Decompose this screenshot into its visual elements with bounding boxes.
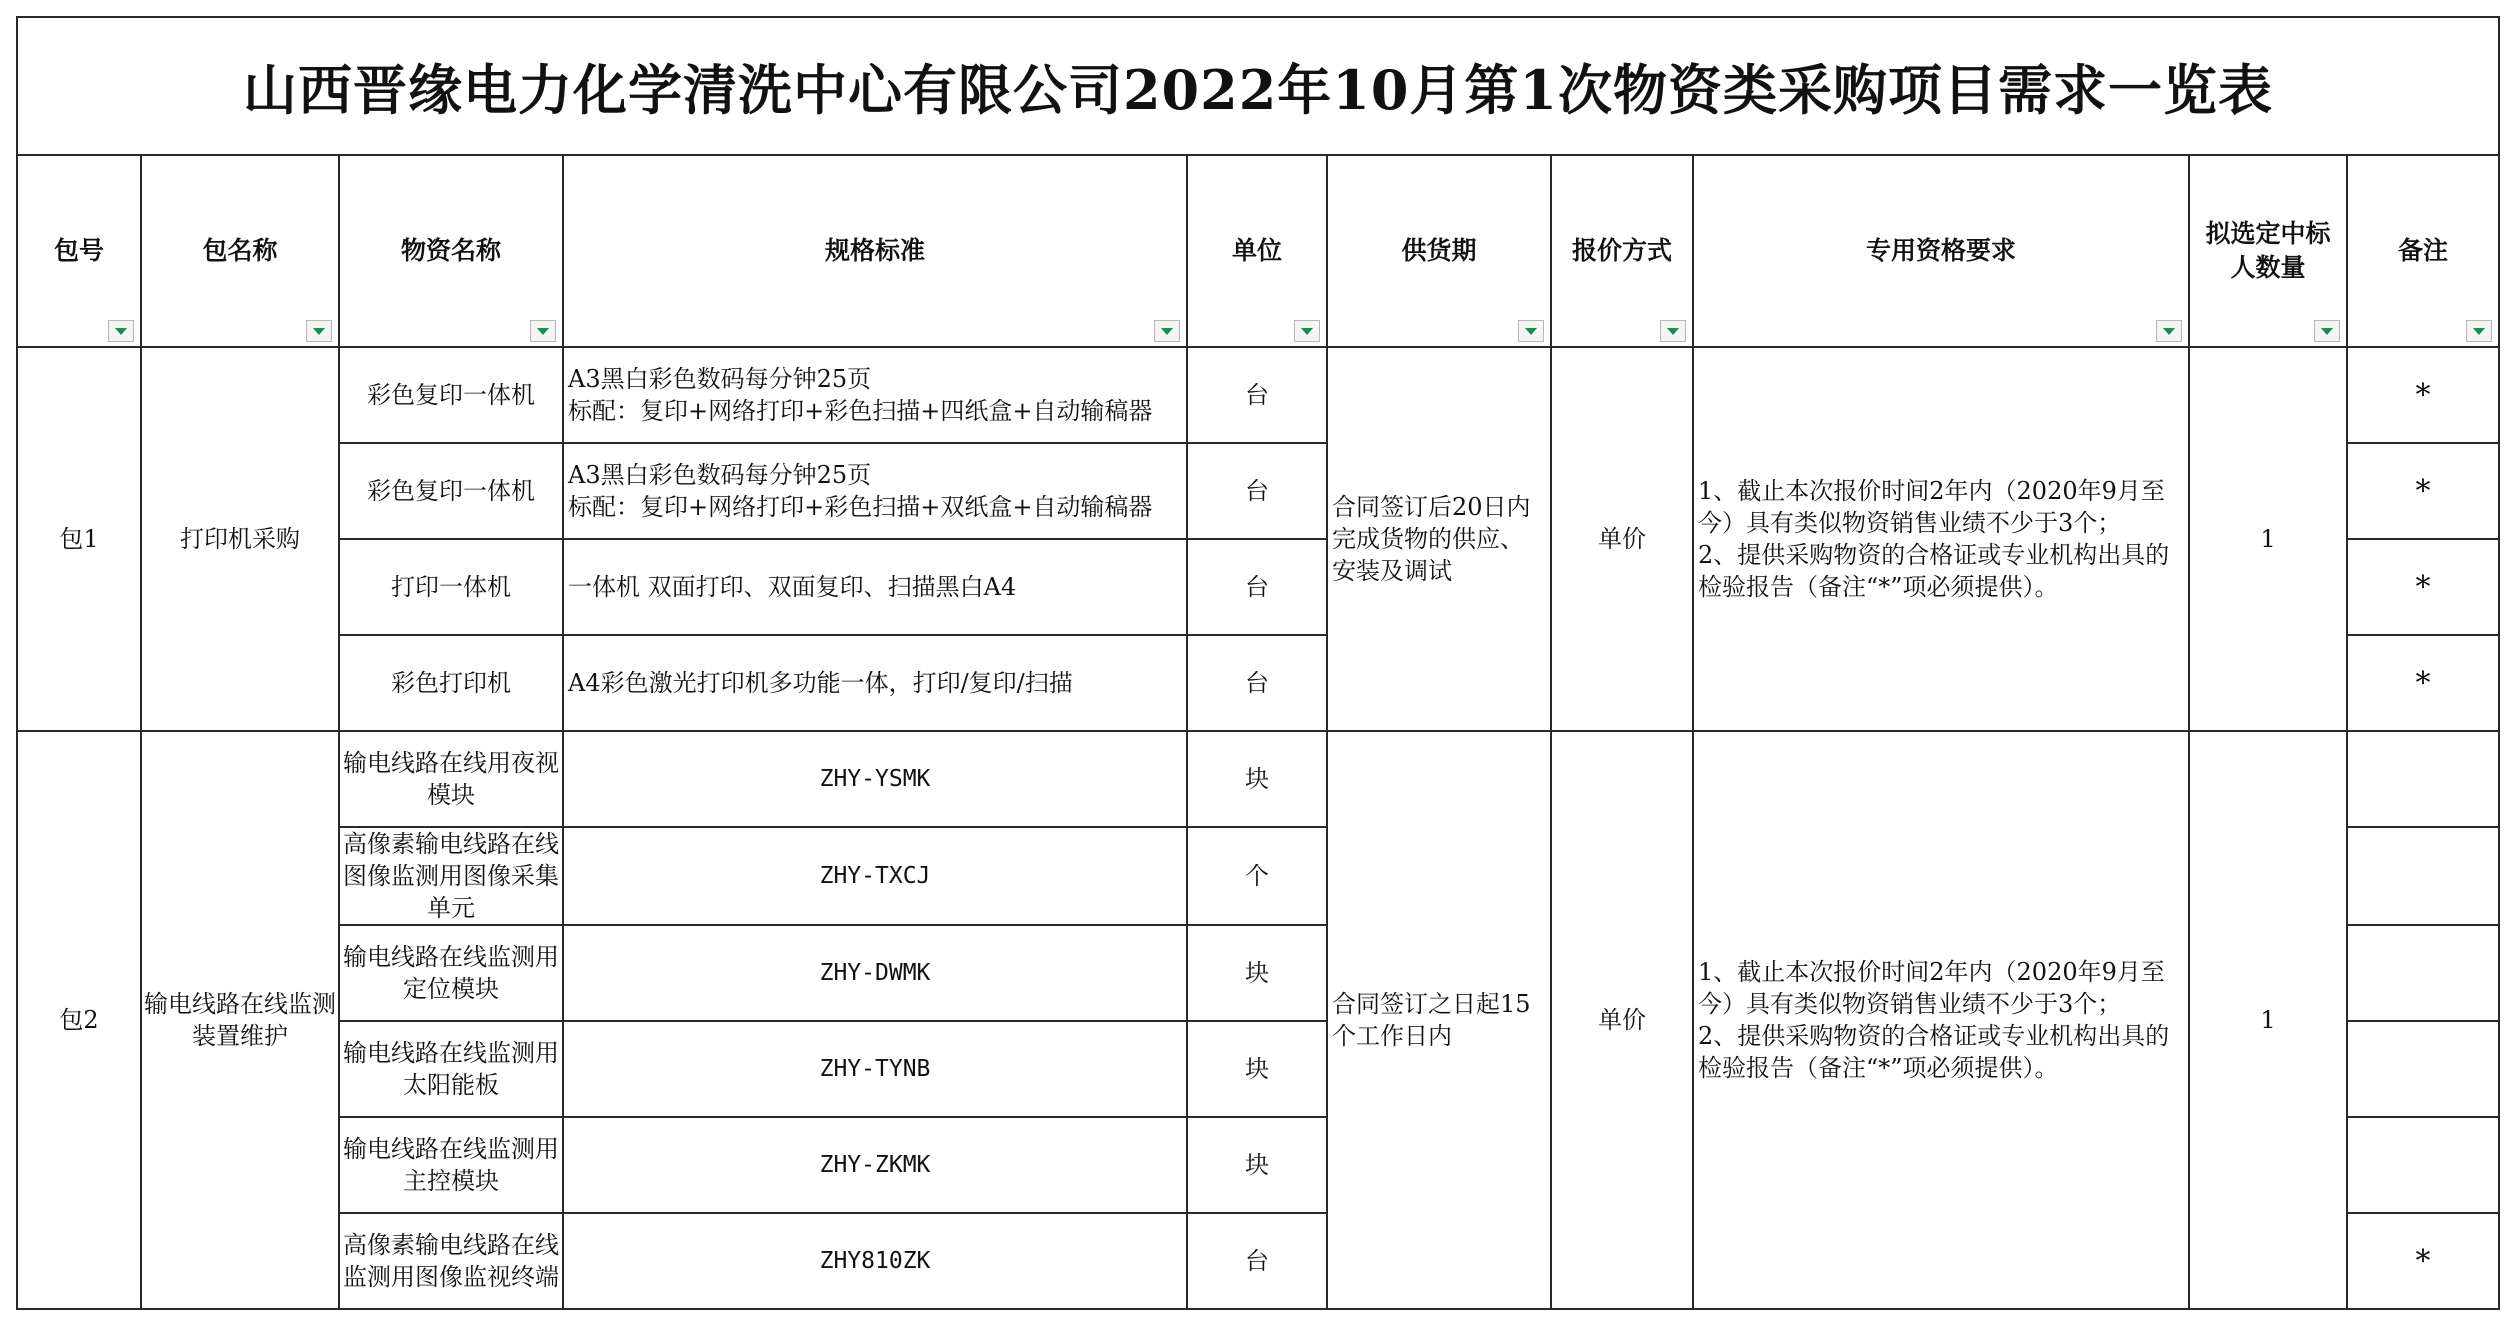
filter-dropdown-icon[interactable] <box>2466 320 2492 342</box>
delivery-period: 合同签订后20日内完成货物的供应、安装及调试 <box>1327 347 1551 731</box>
item-name: 高像素输电线路在线图像监测用图像采集单元 <box>339 827 563 925</box>
item-spec: ZHY-TXCJ <box>563 827 1187 925</box>
remark-cell: * <box>2347 347 2499 443</box>
remark-cell <box>2347 827 2499 925</box>
package-number: 包1 <box>17 347 141 731</box>
remark-cell: * <box>2347 539 2499 635</box>
remark-cell <box>2347 1117 2499 1213</box>
delivery-period: 合同签订之日起15个工作日内 <box>1327 731 1551 1309</box>
item-spec: 一体机 双面打印、双面复印、扫描黑白A4 <box>563 539 1187 635</box>
remark-cell: * <box>2347 635 2499 731</box>
filter-dropdown-icon[interactable] <box>530 320 556 342</box>
filter-dropdown-icon[interactable] <box>108 320 134 342</box>
item-unit: 台 <box>1187 635 1327 731</box>
item-name: 输电线路在线用夜视模块 <box>339 731 563 827</box>
header-qualification: 专用资格要求 <box>1693 155 2189 347</box>
remark-cell <box>2347 925 2499 1021</box>
filter-dropdown-icon[interactable] <box>1294 320 1320 342</box>
table-title: 山西晋缘电力化学清洗中心有限公司2022年10月第1次物资类采购项目需求一览表 <box>17 17 2499 155</box>
remark-cell: * <box>2347 1213 2499 1309</box>
item-name: 输电线路在线监测用定位模块 <box>339 925 563 1021</box>
winner-count: 1 <box>2189 347 2347 731</box>
item-unit: 块 <box>1187 925 1327 1021</box>
item-spec: ZHY-YSMK <box>563 731 1187 827</box>
filter-dropdown-icon[interactable] <box>1660 320 1686 342</box>
filter-dropdown-icon[interactable] <box>2314 320 2340 342</box>
item-spec: ZHY-TYNB <box>563 1021 1187 1117</box>
item-name: 打印一体机 <box>339 539 563 635</box>
header-pricing: 报价方式 <box>1551 155 1693 347</box>
header-row <box>17 155 2499 347</box>
item-name: 高像素输电线路在线监测用图像监视终端 <box>339 1213 563 1309</box>
header-spec: 规格标准 <box>563 155 1187 347</box>
item-spec: ZHY-ZKMK <box>563 1117 1187 1213</box>
item-spec: A3黑白彩色数码每分钟25页 标配：复印+网络打印+彩色扫描+双纸盒+自动输稿器 <box>563 443 1187 539</box>
pricing-method: 单价 <box>1551 347 1693 731</box>
filter-dropdown-icon[interactable] <box>306 320 332 342</box>
package-number: 包2 <box>17 731 141 1309</box>
table-row <box>17 731 2499 827</box>
item-name: 彩色打印机 <box>339 635 563 731</box>
item-unit: 台 <box>1187 443 1327 539</box>
item-name: 彩色复印一体机 <box>339 347 563 443</box>
package-name: 输电线路在线监测装置维护 <box>141 731 339 1309</box>
package-name: 打印机采购 <box>141 347 339 731</box>
item-spec: ZHY810ZK <box>563 1213 1187 1309</box>
filter-dropdown-icon[interactable] <box>1154 320 1180 342</box>
header-item-name: 物资名称 <box>339 155 563 347</box>
filter-dropdown-icon[interactable] <box>1518 320 1544 342</box>
item-unit: 块 <box>1187 731 1327 827</box>
requirements-table <box>16 16 2500 1310</box>
header-pkg-no: 包号 <box>17 155 141 347</box>
item-spec: ZHY-DWMK <box>563 925 1187 1021</box>
winner-count: 1 <box>2189 731 2347 1309</box>
item-name: 输电线路在线监测用太阳能板 <box>339 1021 563 1117</box>
remark-cell: * <box>2347 443 2499 539</box>
remark-cell <box>2347 1021 2499 1117</box>
header-delivery: 供货期 <box>1327 155 1551 347</box>
item-spec: A4彩色激光打印机多功能一体，打印/复印/扫描 <box>563 635 1187 731</box>
item-unit: 台 <box>1187 539 1327 635</box>
item-spec: A3黑白彩色数码每分钟25页 标配：复印+网络打印+彩色扫描+四纸盒+自动输稿器 <box>563 347 1187 443</box>
item-unit: 个 <box>1187 827 1327 925</box>
item-name: 彩色复印一体机 <box>339 443 563 539</box>
qualification-requirements: 1、截止本次报价时间2年内（2020年9月至今）具有类似物资销售业绩不少于3个； 2、提供采购物资的合格证或专业机构出具的检验报告（备注“*”项必须提供）。 <box>1693 347 2189 731</box>
header-winners: 拟选定中标 人数量 <box>2189 155 2347 347</box>
pricing-method: 单价 <box>1551 731 1693 1309</box>
item-name: 输电线路在线监测用主控模块 <box>339 1117 563 1213</box>
item-unit: 台 <box>1187 347 1327 443</box>
header-pkg-name: 包名称 <box>141 155 339 347</box>
item-unit: 台 <box>1187 1213 1327 1309</box>
item-unit: 块 <box>1187 1021 1327 1117</box>
remark-cell <box>2347 731 2499 827</box>
table-row <box>17 347 2499 443</box>
item-unit: 块 <box>1187 1117 1327 1213</box>
header-unit: 单位 <box>1187 155 1327 347</box>
filter-dropdown-icon[interactable] <box>2156 320 2182 342</box>
header-remarks: 备注 <box>2347 155 2499 347</box>
qualification-requirements: 1、截止本次报价时间2年内（2020年9月至今）具有类似物资销售业绩不少于3个； 2、提供采购物资的合格证或专业机构出具的检验报告（备注“*”项必须提供）。 <box>1693 731 2189 1309</box>
